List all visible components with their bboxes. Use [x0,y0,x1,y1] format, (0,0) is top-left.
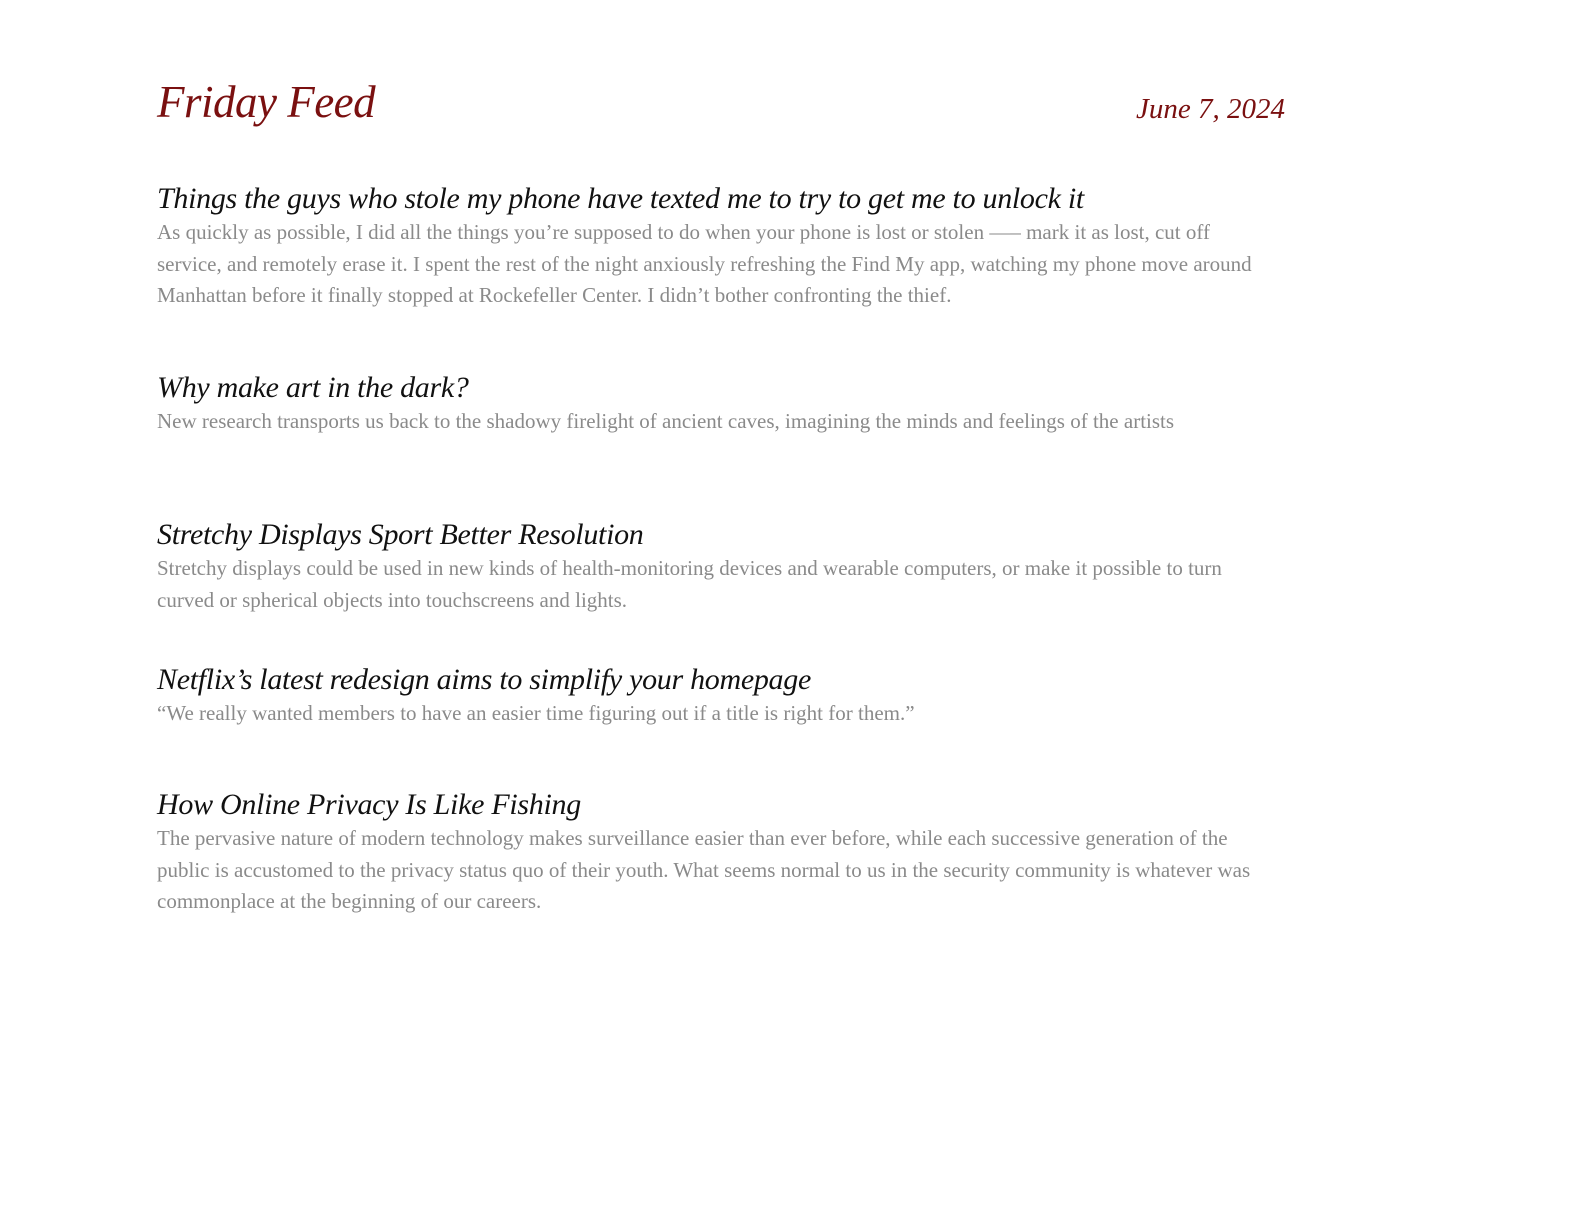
article-summary: As quickly as possible, I did all the things you’re supposed to do when your phone is lost or stolen —– mark it as lost, cut off service, and remotely erase it. I spent the rest of the night anxiously refreshing the Find My app, watching my phone move around Manhattan before it finally stopped at Rockefeller Center. I didn’t bother confronting the thief. [157,220,1252,307]
article-title[interactable]: Things the guys who stole my phone have texted me to try to get me to unlock it [157,182,1084,215]
article-title[interactable]: Why make art in the dark? [157,371,469,404]
article-item [157,662,1277,730]
page-title: Friday Feed [157,77,376,127]
article-summary: New research transports us back to the shadowy firelight of ancient caves, imagining the minds and feelings of the artists [157,409,1175,433]
article-title[interactable]: Netflix’s latest redesign aims to simplify your homepage [157,663,811,696]
article-title[interactable]: How Online Privacy Is Like Fishing [157,788,581,821]
article-summary: “We really wanted members to have an easier time figuring out if a title is right for them.” [157,701,915,725]
page-date: June 7, 2024 [1136,93,1285,125]
article-title[interactable]: Stretchy Displays Sport Better Resolution [157,518,644,551]
article-item [157,787,1277,918]
article-item [157,517,1277,616]
article-summary: Stretchy displays could be used in new kinds of health-monitoring devices and wearable computers, or make it possible to turn curved or spherical objects into touchscreens and lights. [157,556,1222,612]
article-item [157,370,1277,438]
article-summary: The pervasive nature of modern technology makes surveillance easier than ever before, while each successive generation of the public is accustomed to the privacy status quo of their youth. What seems normal to us in the security community is whatever was commonplace at the beginning of our careers. [157,826,1251,913]
article-item [157,181,1277,312]
page-header [157,78,1285,138]
